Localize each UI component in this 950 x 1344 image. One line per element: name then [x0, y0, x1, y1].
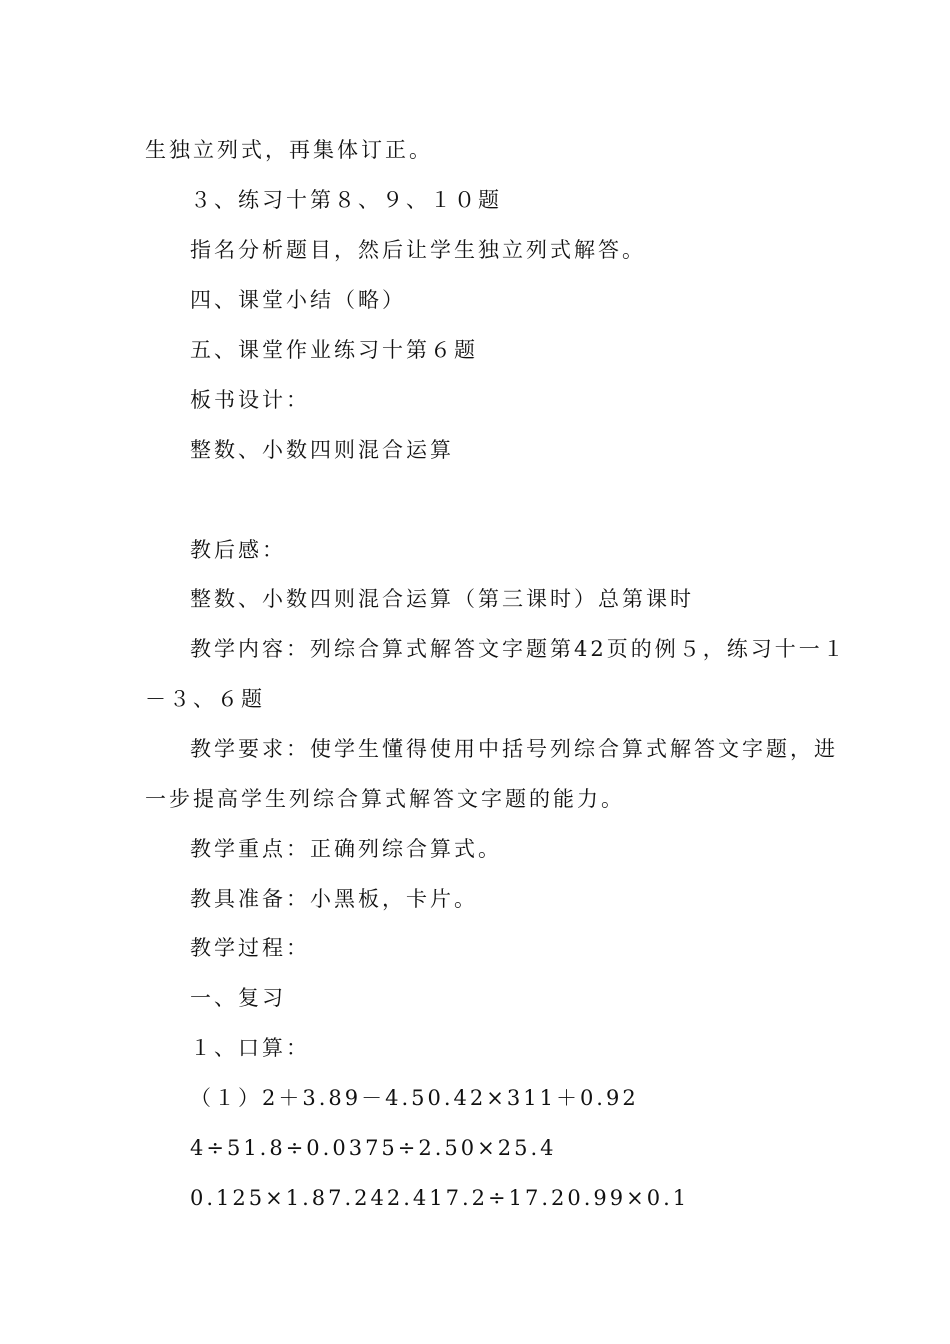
text-line: 一、复习 — [190, 986, 286, 1010]
text-line: 教具准备：小黑板，卡片。 — [190, 887, 478, 911]
text-line: 整数、小数四则混合运算（第三课时）总第课时 — [190, 587, 694, 611]
text-line: 0.125×1.87.242.417.2÷17.20.99×0.1 — [190, 1186, 690, 1210]
text-line: 教学过程： — [190, 936, 310, 960]
text-line: 教学内容：列综合算式解答文字题第42页的例５，练习十一１ — [190, 637, 847, 661]
text-line: ３、练习十第８、９、１０题 — [190, 188, 502, 212]
text-line: 教学重点：正确列综合算式。 — [190, 837, 502, 861]
text-line: 五、课堂作业练习十第６题 — [190, 338, 478, 362]
text-line: 指名分析题目，然后让学生独立列式解答。 — [190, 238, 646, 262]
text-line: 教后感： — [190, 538, 286, 562]
text-line: 板书设计： — [190, 388, 310, 412]
text-line: １、口算： — [190, 1036, 310, 1060]
text-line: －３、６题 — [145, 687, 265, 711]
text-line: 整数、小数四则混合运算 — [190, 438, 454, 462]
text-line: （１）2＋3.89－4.50.42×311＋0.92 — [190, 1086, 639, 1110]
text-line: 生独立列式，再集体订正。 — [145, 138, 433, 162]
text-line: 4÷51.8÷0.0375÷2.50×25.4 — [190, 1136, 557, 1160]
text-line: 教学要求：使学生懂得使用中括号列综合算式解答文字题，进 — [190, 737, 838, 761]
text-line: 四、课堂小结（略） — [190, 288, 406, 312]
text-line: 一步提高学生列综合算式解答文字题的能力。 — [145, 787, 625, 811]
